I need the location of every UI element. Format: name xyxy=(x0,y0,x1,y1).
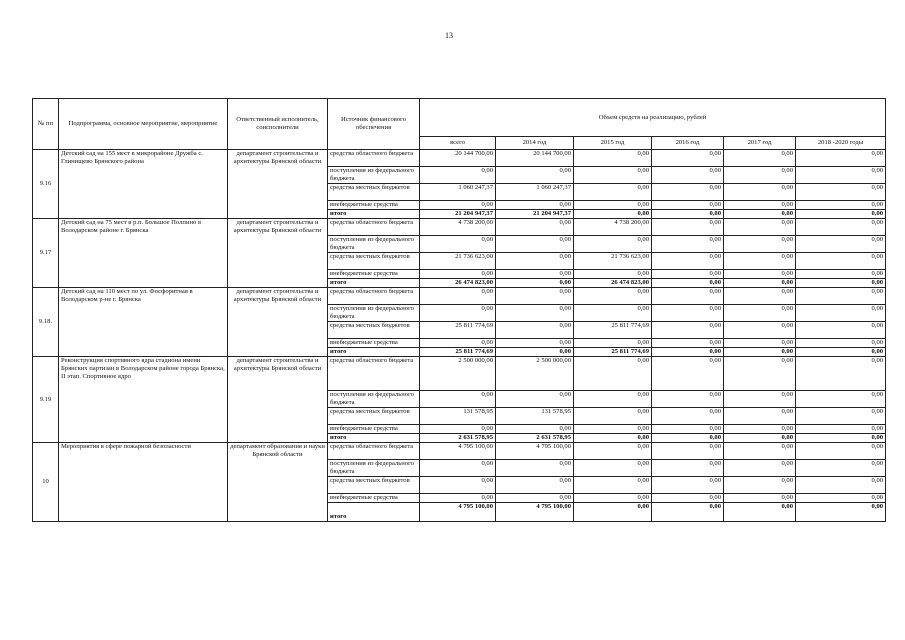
funding-source: средства областного бюджета xyxy=(328,443,420,460)
header-year: 2015 год xyxy=(574,137,652,150)
amount-cell: 0,00 xyxy=(724,253,796,270)
amount-cell: 0,00 xyxy=(724,408,796,425)
amount-cell: 0,00 xyxy=(420,288,496,305)
amount-cell: 0,00 xyxy=(574,167,652,184)
amount-cell: 4 738 200,00 xyxy=(574,219,652,236)
amount-cell: 4 738 200,00 xyxy=(420,219,496,236)
amount-cell: 0,00 xyxy=(724,477,796,494)
amount-cell: 0,00 xyxy=(496,477,574,494)
amount-cell: 0,00 xyxy=(496,279,574,288)
amount-cell: 0,00 xyxy=(496,270,574,279)
amount-cell: 0,00 xyxy=(574,236,652,253)
row-number: 9.17 xyxy=(33,219,59,288)
header-year: всего xyxy=(420,137,496,150)
header-executor: Ответственный исполнитель, соисполнители xyxy=(228,99,328,150)
amount-cell: 0,00 xyxy=(496,460,574,477)
amount-cell: 0,00 xyxy=(420,460,496,477)
amount-cell: 0,00 xyxy=(796,305,886,322)
amount-cell: 0,00 xyxy=(652,391,724,408)
funding-source: средства областного бюджета xyxy=(328,219,420,236)
amount-cell: 0,00 xyxy=(796,494,886,503)
amount-cell: 0,00 xyxy=(796,184,886,201)
funding-source: итого xyxy=(328,210,420,219)
amount-cell: 0,00 xyxy=(496,494,574,503)
amount-cell: 0,00 xyxy=(496,219,574,236)
funding-source: средства местных бюджетов xyxy=(328,184,420,201)
amount-cell: 0,00 xyxy=(724,210,796,219)
amount-cell: 0,00 xyxy=(420,339,496,348)
amount-cell: 0,00 xyxy=(652,322,724,339)
amount-cell: 0,00 xyxy=(724,460,796,477)
activity-name: Детский сад на 110 мест по ул. Фосфоритная в Володарском р-не г. Брянска xyxy=(59,288,228,357)
amount-cell: 0,00 xyxy=(724,236,796,253)
amount-cell: 0,00 xyxy=(652,494,724,503)
page-number: 13 xyxy=(445,31,453,40)
amount-cell: 0,00 xyxy=(724,219,796,236)
amount-cell: 0,00 xyxy=(420,236,496,253)
amount-cell: 1 060 247,37 xyxy=(420,184,496,201)
amount-cell: 0,00 xyxy=(496,425,574,434)
table-row xyxy=(33,150,886,167)
amount-cell: 0,00 xyxy=(652,348,724,357)
amount-cell: 26 474 823,00 xyxy=(420,279,496,288)
amount-cell: 0,00 xyxy=(724,201,796,210)
amount-cell: 0,00 xyxy=(724,167,796,184)
funding-source: средства областного бюджета xyxy=(328,150,420,167)
row-number: 10 xyxy=(33,443,59,522)
header-year: 2014 год xyxy=(496,137,574,150)
funding-source: итого xyxy=(328,503,420,522)
amount-cell: 0,00 xyxy=(796,253,886,270)
amount-cell: 0,00 xyxy=(724,270,796,279)
row-number: 9.16 xyxy=(33,150,59,219)
amount-cell: 0,00 xyxy=(796,210,886,219)
amount-cell: 0,00 xyxy=(724,425,796,434)
amount-cell: 2 631 578,95 xyxy=(420,434,496,443)
amount-cell: 0,00 xyxy=(420,425,496,434)
funding-source: поступления из федерального бюджета xyxy=(328,236,420,253)
activity-name: Детский сад на 75 мест в р.п. Большое Полпино в Володарском районе г. Брянска xyxy=(59,219,228,288)
amount-cell: 20 144 700,00 xyxy=(496,150,574,167)
amount-cell: 25 811 774,69 xyxy=(574,348,652,357)
table-row xyxy=(33,357,886,391)
amount-cell: 0,00 xyxy=(796,219,886,236)
funding-source: внебюджетные средства xyxy=(328,270,420,279)
funding-source: средства областного бюджета xyxy=(328,288,420,305)
amount-cell: 0,00 xyxy=(574,270,652,279)
table-row xyxy=(33,443,886,460)
amount-cell: 0,00 xyxy=(496,305,574,322)
amount-cell: 0,00 xyxy=(652,408,724,425)
executor: департамент строительства и архитектуры Брянской области xyxy=(228,288,328,357)
amount-cell: 0,00 xyxy=(496,348,574,357)
amount-cell: 0,00 xyxy=(652,434,724,443)
funding-source: итого xyxy=(328,279,420,288)
amount-cell: 0,00 xyxy=(724,150,796,167)
amount-cell: 21 736 623,00 xyxy=(420,253,496,270)
amount-cell: 0,00 xyxy=(652,279,724,288)
amount-cell: 131 578,95 xyxy=(420,408,496,425)
amount-cell: 0,00 xyxy=(496,391,574,408)
funding-source: внебюджетные средства xyxy=(328,339,420,348)
table-row xyxy=(33,288,886,305)
amount-cell: 0,00 xyxy=(496,201,574,210)
amount-cell: 0,00 xyxy=(496,167,574,184)
funding-source: внебюджетные средства xyxy=(328,494,420,503)
amount-cell: 0,00 xyxy=(796,391,886,408)
amount-cell: 0,00 xyxy=(574,184,652,201)
table-row xyxy=(33,219,886,236)
amount-cell: 4 795 100,00 xyxy=(420,503,496,522)
amount-cell: 0,00 xyxy=(796,425,886,434)
amount-cell: 0,00 xyxy=(652,150,724,167)
amount-cell: 0,00 xyxy=(652,167,724,184)
amount-cell: 0,00 xyxy=(574,339,652,348)
header-year: 2017 год xyxy=(724,137,796,150)
amount-cell: 0,00 xyxy=(574,288,652,305)
amount-cell: 0,00 xyxy=(496,288,574,305)
header-year: 2018 -2020 годы xyxy=(796,137,886,150)
amount-cell: 0,00 xyxy=(574,391,652,408)
amount-cell: 21 204 947,37 xyxy=(420,210,496,219)
amount-cell: 0,00 xyxy=(652,339,724,348)
amount-cell: 0,00 xyxy=(724,357,796,391)
amount-cell: 0,00 xyxy=(724,279,796,288)
amount-cell: 4 795 100,00 xyxy=(496,443,574,460)
amount-cell: 0,00 xyxy=(652,288,724,305)
amount-cell: 0,00 xyxy=(724,494,796,503)
amount-cell: 4 795 100,00 xyxy=(496,503,574,522)
activity-name: Детский сад на 155 мест в микрорайоне Дружба с. Глинищево Брянского района xyxy=(59,150,228,219)
table-body xyxy=(33,150,886,522)
funding-source: внебюджетные средства xyxy=(328,201,420,210)
amount-cell: 0,00 xyxy=(652,201,724,210)
executor: департамент строительства и архитектуры Брянской области xyxy=(228,219,328,288)
amount-cell: 25 811 774,69 xyxy=(420,322,496,339)
amount-cell: 0,00 xyxy=(724,339,796,348)
funding-source: средства местных бюджетов xyxy=(328,322,420,339)
amount-cell: 0,00 xyxy=(796,357,886,391)
amount-cell: 0,00 xyxy=(724,434,796,443)
amount-cell: 0,00 xyxy=(496,253,574,270)
amount-cell: 0,00 xyxy=(574,425,652,434)
funding-source: итого xyxy=(328,434,420,443)
amount-cell: 0,00 xyxy=(574,443,652,460)
budget-table xyxy=(32,98,886,522)
amount-cell: 21 204 947,37 xyxy=(496,210,574,219)
amount-cell: 0,00 xyxy=(574,434,652,443)
amount-cell: 0,00 xyxy=(796,443,886,460)
header-num: № пп xyxy=(33,99,59,150)
amount-cell: 0,00 xyxy=(574,408,652,425)
funding-source: средства областного бюджета xyxy=(328,357,420,391)
amount-cell: 2 500 000,00 xyxy=(420,357,496,391)
funding-source: поступления из федерального бюджета xyxy=(328,391,420,408)
header-year: 2016 год xyxy=(652,137,724,150)
amount-cell: 0,00 xyxy=(652,236,724,253)
amount-cell: 0,00 xyxy=(574,305,652,322)
header-source: Источник финансового обеспечения xyxy=(328,99,420,150)
amount-cell: 0,00 xyxy=(724,348,796,357)
amount-cell: 0,00 xyxy=(796,348,886,357)
amount-cell: 0,00 xyxy=(652,460,724,477)
amount-cell: 21 736 623,00 xyxy=(574,253,652,270)
amount-cell: 0,00 xyxy=(496,236,574,253)
amount-cell: 0,00 xyxy=(796,270,886,279)
activity-name: Мероприятия в сфере пожарной безопасности xyxy=(59,443,228,522)
amount-cell: 0,00 xyxy=(724,288,796,305)
amount-cell: 0,00 xyxy=(652,477,724,494)
amount-cell: 0,00 xyxy=(496,339,574,348)
header-program: Подпрограмма, основное мероприятие, мероприятие xyxy=(59,99,228,150)
amount-cell: 0,00 xyxy=(724,305,796,322)
amount-cell: 0,00 xyxy=(724,503,796,522)
funding-source: средства местных бюджетов xyxy=(328,253,420,270)
amount-cell: 131 578,95 xyxy=(496,408,574,425)
amount-cell: 2 631 578,95 xyxy=(496,434,574,443)
amount-cell: 20 144 700,00 xyxy=(420,150,496,167)
executor: департамент строительства и архитектуры Брянской области xyxy=(228,150,328,219)
amount-cell: 0,00 xyxy=(574,503,652,522)
amount-cell: 0,00 xyxy=(574,460,652,477)
amount-cell: 0,00 xyxy=(796,279,886,288)
amount-cell: 0,00 xyxy=(652,305,724,322)
amount-cell: 1 060 247,37 xyxy=(496,184,574,201)
amount-cell: 0,00 xyxy=(796,408,886,425)
amount-cell: 0,00 xyxy=(420,270,496,279)
amount-cell: 0,00 xyxy=(796,201,886,210)
amount-cell: 0,00 xyxy=(652,443,724,460)
amount-cell: 0,00 xyxy=(652,219,724,236)
amount-cell: 0,00 xyxy=(652,210,724,219)
amount-cell: 0,00 xyxy=(652,357,724,391)
amount-cell: 0,00 xyxy=(724,443,796,460)
amount-cell: 0,00 xyxy=(796,150,886,167)
executor: департамент строительства и архитектуры Брянской области xyxy=(228,357,328,443)
amount-cell: 26 474 823,00 xyxy=(574,279,652,288)
funding-source: внебюджетные средства xyxy=(328,425,420,434)
amount-cell: 0,00 xyxy=(420,167,496,184)
amount-cell: 0,00 xyxy=(796,460,886,477)
amount-cell: 0,00 xyxy=(574,210,652,219)
amount-cell: 0,00 xyxy=(796,167,886,184)
amount-cell: 0,00 xyxy=(652,503,724,522)
amount-cell: 0,00 xyxy=(574,494,652,503)
funding-source: средства местных бюджетов xyxy=(328,477,420,494)
funding-source: поступления из федерального бюджета xyxy=(328,305,420,322)
amount-cell: 0,00 xyxy=(652,253,724,270)
amount-cell: 0,00 xyxy=(420,201,496,210)
amount-cell: 0,00 xyxy=(420,494,496,503)
amount-cell: 4 795 100,00 xyxy=(420,443,496,460)
amount-cell: 0,00 xyxy=(724,322,796,339)
amount-cell: 0,00 xyxy=(724,184,796,201)
funding-source: поступления из федерального бюджета xyxy=(328,460,420,477)
amount-cell: 0,00 xyxy=(496,322,574,339)
amount-cell: 0,00 xyxy=(574,201,652,210)
amount-cell: 0,00 xyxy=(420,391,496,408)
amount-cell: 0,00 xyxy=(574,357,652,391)
amount-cell: 0,00 xyxy=(724,391,796,408)
amount-cell: 0,00 xyxy=(796,288,886,305)
amount-cell: 0,00 xyxy=(796,322,886,339)
amount-cell: 0,00 xyxy=(652,425,724,434)
activity-name: Реконструкция спортивного ядра стадиона имени Брянских партизан в Володарском районе города Брянска, II этап. Спортивное ядро xyxy=(59,357,228,443)
amount-cell: 0,00 xyxy=(420,305,496,322)
funding-source: средства местных бюджетов xyxy=(328,408,420,425)
row-number: 9.18. xyxy=(33,288,59,357)
amount-cell: 0,00 xyxy=(796,477,886,494)
header-volume: Объем средств на реализацию, рублей xyxy=(420,99,886,137)
amount-cell: 0,00 xyxy=(796,236,886,253)
amount-cell: 0,00 xyxy=(652,184,724,201)
amount-cell: 0,00 xyxy=(420,477,496,494)
amount-cell: 25 811 774,69 xyxy=(420,348,496,357)
row-number: 9.19 xyxy=(33,357,59,443)
funding-source: итого xyxy=(328,348,420,357)
amount-cell: 0,00 xyxy=(796,503,886,522)
amount-cell: 2 500 000,00 xyxy=(496,357,574,391)
amount-cell: 0,00 xyxy=(652,270,724,279)
funding-source: поступления из федерального бюджета xyxy=(328,167,420,184)
executor: департамент образования и науки Брянской области xyxy=(228,443,328,522)
amount-cell: 0,00 xyxy=(796,339,886,348)
amount-cell: 25 811 774,69 xyxy=(574,322,652,339)
amount-cell: 0,00 xyxy=(574,477,652,494)
amount-cell: 0,00 xyxy=(796,434,886,443)
amount-cell: 0,00 xyxy=(574,150,652,167)
